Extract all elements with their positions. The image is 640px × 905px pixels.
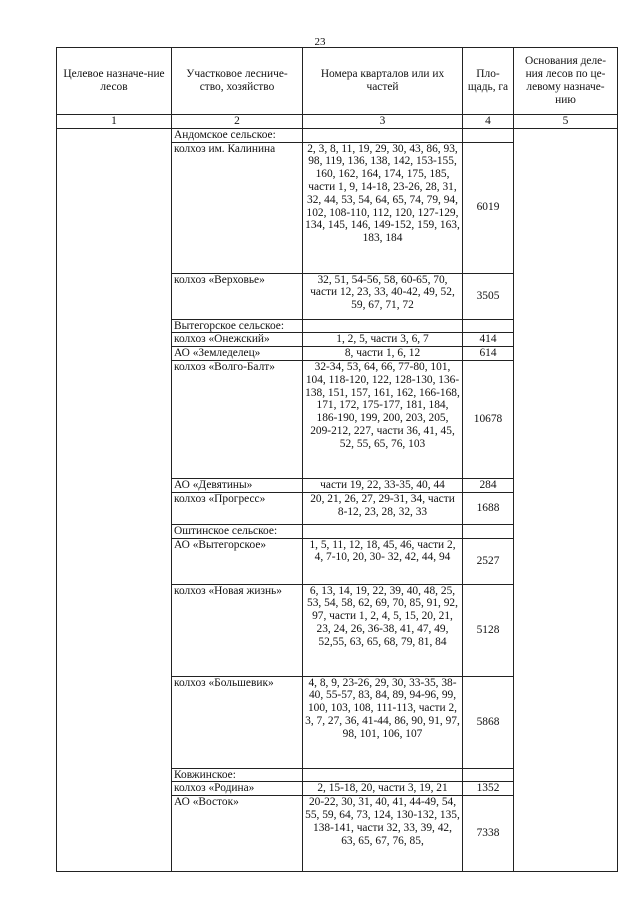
area-cell: 284 bbox=[463, 478, 514, 492]
table-header-row bbox=[57, 48, 618, 115]
quarters-cell: 2, 15-18, 20, части 3, 19, 21 bbox=[303, 782, 463, 796]
header-purpose: Целевое назначе-ние лесов bbox=[57, 48, 172, 115]
farm-name: колхоз «Онежский» bbox=[172, 333, 303, 347]
section-name: Ковжинское: bbox=[172, 768, 303, 782]
column-number: 5 bbox=[514, 115, 618, 129]
column-number: 1 bbox=[57, 115, 172, 129]
farm-name: АО «Земледелец» bbox=[172, 347, 303, 361]
quarters-cell: 4, 8, 9, 23-26, 29, 30, 33-35, 38-40, 55-57, 83, 84, 89, 94-96, 99, 100, 103, 108, 111-113, части 2, 3, 7, 27, 36, 41-44, 86, 90, 91, 97, 98, 101, 106, 107 bbox=[303, 676, 463, 768]
area-cell: 414 bbox=[463, 333, 514, 347]
farm-name: АО «Девятины» bbox=[172, 478, 303, 492]
area-cell: 6019 bbox=[463, 142, 514, 273]
area-cell: 2527 bbox=[463, 538, 514, 584]
quarters-cell: 1, 5, 11, 12, 18, 45, 46, части 2, 4, 7-10, 20, 30- 32, 42, 44, 94 bbox=[303, 538, 463, 584]
quarters-cell: части 19, 22, 33-35, 40, 44 bbox=[303, 478, 463, 492]
area-cell: 5868 bbox=[463, 676, 514, 768]
header-area: Пло-щадь, га bbox=[463, 48, 514, 115]
quarters-cell: 2, 3, 8, 11, 19, 29, 30, 43, 86, 93, 98, 119, 136, 138, 142, 153-155, 160, 162, 164, 174, 175, 185, части 1, 9, 14-18, 23-26, 28, 31, 32, 44, 53, 54, 64, 65, 74, 79, 94, 102, 108-110, 112, 120, 127-129, 134, 145, 146, 149-152, 159, 163, 183, 184 bbox=[303, 142, 463, 273]
farm-name: колхоз «Волго-Балт» bbox=[172, 360, 303, 478]
quarters-cell: 1, 2, 5, части 3, 6, 7 bbox=[303, 333, 463, 347]
purpose-cell bbox=[57, 128, 172, 871]
section-name: Оштинское сельское: bbox=[172, 524, 303, 538]
area-cell: 1352 bbox=[463, 782, 514, 796]
header-forestry: Участковое лесниче-ство, хозяйство bbox=[172, 48, 303, 115]
farm-name: колхоз «Большевик» bbox=[172, 676, 303, 768]
farm-name: АО «Восток» bbox=[172, 796, 303, 872]
farm-name: АО «Вытегорское» bbox=[172, 538, 303, 584]
section-name: Вытегорское сельское: bbox=[172, 319, 303, 333]
quarters-cell: 32-34, 53, 64, 66, 77-80, 101, 104, 118-120, 122, 128-130, 136-138, 151, 157, 161, 162, 166-168, 171, 172, 175-177, 181, 184, 186-190, 199, 200, 203, 205, 209-212, 227, части 36, 41, 45, 52, 55, 65, 76, 103 bbox=[303, 360, 463, 478]
page-number: 23 bbox=[314, 36, 326, 48]
farm-name: колхоз «Новая жизнь» bbox=[172, 584, 303, 676]
quarters-cell: 32, 51, 54-56, 58, 60-65, 70, части 12, 23, 33, 40-42, 49, 52, 59, 67, 71, 72 bbox=[303, 273, 463, 319]
column-numbers-row bbox=[57, 115, 618, 129]
quarters-cell: 20, 21, 26, 27, 29-31, 34, части 8-12, 23, 28, 32, 33 bbox=[303, 492, 463, 524]
farm-name: колхоз «Прогресс» bbox=[172, 492, 303, 524]
section-name: Андомское сельское: bbox=[172, 128, 303, 142]
farm-name: колхоз «Верховье» bbox=[172, 273, 303, 319]
area-cell: 10678 bbox=[463, 360, 514, 478]
basis-cell bbox=[514, 128, 618, 871]
quarters-cell: 8, части 1, 6, 12 bbox=[303, 347, 463, 361]
farm-name: колхоз «Родина» bbox=[172, 782, 303, 796]
area-cell: 614 bbox=[463, 347, 514, 361]
area-cell: 5128 bbox=[463, 584, 514, 676]
header-basis: Основания деле-ния лесов по це-левому назначе-нию bbox=[514, 48, 618, 115]
quarters-cell: 6, 13, 14, 19, 22, 39, 40, 48, 25, 53, 54, 58, 62, 69, 70, 85, 91, 92, 97, части 1, 2, 4, 5, 15, 20, 21, 23, 24, 26, 36-38, 41, 47, 49, 52,55, 63, 65, 68, 79, 81, 84 bbox=[303, 584, 463, 676]
section-row bbox=[57, 128, 618, 142]
area-cell: 7338 bbox=[463, 796, 514, 872]
area-cell: 3505 bbox=[463, 273, 514, 319]
column-number: 3 bbox=[303, 115, 463, 129]
column-number: 2 bbox=[172, 115, 303, 129]
column-number: 4 bbox=[463, 115, 514, 129]
farm-name: колхоз им. Калинина bbox=[172, 142, 303, 273]
forest-purpose-table bbox=[56, 47, 618, 872]
area-cell: 1688 bbox=[463, 492, 514, 524]
header-quarters: Номера кварталов или их частей bbox=[303, 48, 463, 115]
quarters-cell: 20-22, 30, 31, 40, 41, 44-49, 54, 55, 59, 64, 73, 124, 130-132, 135, 138-141, части 32, 33, 39, 42, 63, 65, 67, 76, 85, bbox=[303, 796, 463, 872]
